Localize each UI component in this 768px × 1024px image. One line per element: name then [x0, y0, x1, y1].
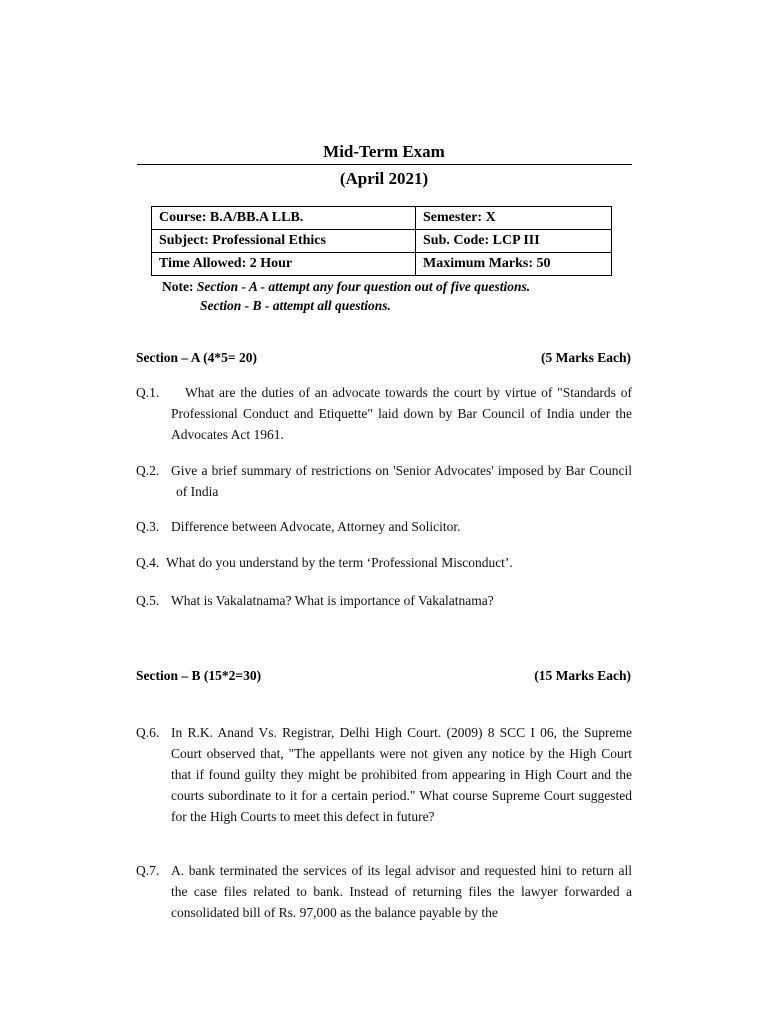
question-text: In R.K. Anand Vs. Registrar, Delhi High Court. (2009) 8 SCC I 06, the Supreme Court observed that, "The appellants were not given any notice by the High Court that if found guilty they might be prohibited from appearing in High Court and the courts subordinate to it for a certain period." What course Supreme Court suggested for the High Courts to meet this defect in future?	[171, 725, 632, 824]
section-a-heading	[136, 350, 631, 366]
exam-title: Mid-Term Exam	[323, 142, 445, 161]
table-cell: Time Allowed: 2 Hour	[152, 253, 416, 276]
question-text: What is Vakalatnama? What is importance of Vakalatnama?	[171, 593, 494, 608]
question-6	[136, 722, 632, 827]
question-text: Give a brief summary of restrictions on 'Senior Advocates' imposed by Bar Council of India	[171, 463, 632, 499]
question-4	[136, 552, 632, 573]
section-b-marks: (15 Marks Each)	[534, 668, 631, 683]
question-number: Q.3.	[136, 519, 160, 534]
note-line-1: Section - A - attempt any four question out of five questions.	[196, 279, 531, 294]
question-number: Q.6.	[136, 725, 160, 740]
question-7	[136, 860, 632, 923]
section-b-title: Section – B (15*2=30)	[136, 668, 262, 683]
table-cell: Maximum Marks: 50	[416, 253, 612, 276]
section-b-heading	[136, 668, 631, 684]
section-a-title: Section – A (4*5= 20)	[136, 350, 257, 365]
question-3	[136, 516, 632, 537]
question-2	[136, 460, 632, 502]
question-text: A. bank terminated the services of its legal advisor and requested hini to return all the case files related to bank. Instead of returning files the lawyer forwarded a consolidated bill of Rs. 97,000 as the balance payable by the	[171, 863, 632, 920]
question-number: Q.7.	[136, 863, 160, 878]
question-1	[136, 382, 632, 445]
table-cell: Semester: X	[416, 207, 612, 230]
question-number: Q.2.	[136, 463, 160, 478]
table-cell: Course: B.A/BB.A LLB.	[152, 207, 416, 230]
question-5	[136, 590, 632, 611]
table-cell: Subject: Professional Ethics	[152, 230, 416, 253]
table-row	[152, 207, 612, 230]
table-cell: Sub. Code: LCP III	[416, 230, 612, 253]
note-line-2: Section - B - attempt all questions.	[200, 298, 391, 313]
title-divider	[137, 164, 632, 165]
question-text: What are the duties of an advocate towards the court by virtue of "Standards of Professional Conduct and Etiquette" laid down by Bar Council of India under the Advocates Act 1961.	[171, 385, 632, 442]
table-row	[152, 230, 612, 253]
question-number: Q.1.	[136, 385, 160, 400]
instruction-note-line2	[200, 298, 391, 314]
section-a-marks: (5 Marks Each)	[541, 350, 631, 365]
instruction-note	[162, 279, 530, 295]
question-text: What do you understand by the term ‘Professional Misconduct’.	[166, 555, 513, 570]
question-number: Q.5.	[136, 593, 160, 608]
table-row	[152, 253, 612, 276]
exam-date: (April 2021)	[339, 169, 429, 188]
question-text: Difference between Advocate, Attorney and Solicitor.	[171, 519, 461, 534]
question-number: Q.4.	[136, 555, 160, 570]
note-label: Note:	[162, 279, 194, 294]
course-info-table	[151, 206, 612, 276]
